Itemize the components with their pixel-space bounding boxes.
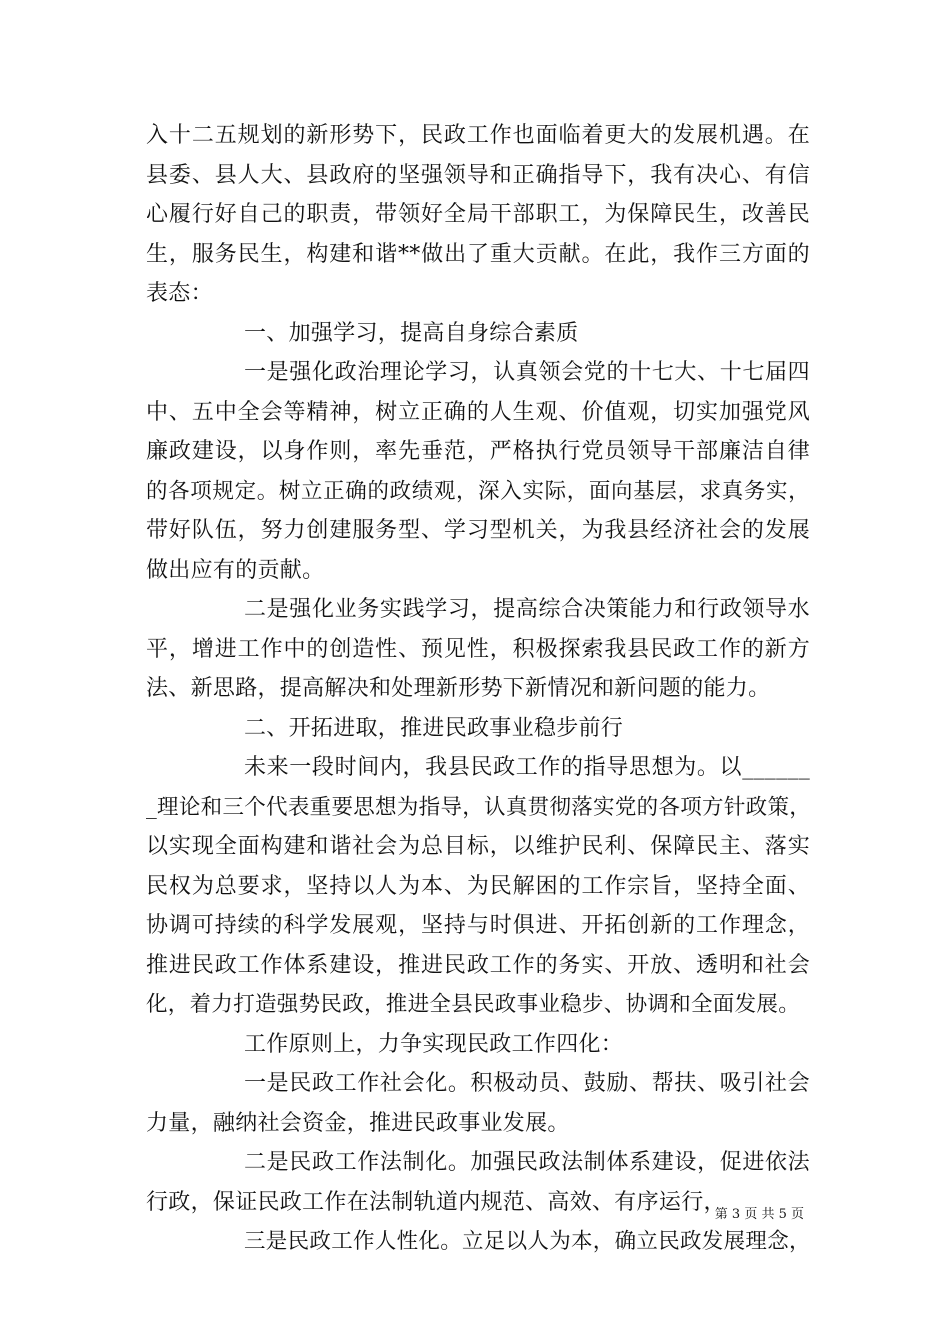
text-line: 一、加强学习，提高自身综合素质 <box>244 320 579 346</box>
text-line: 生，服务民生，构建和谐**做出了重大贡献。在此，我作三方面的 <box>146 241 810 267</box>
page-footer <box>0 1203 950 1222</box>
text-line: 的各项规定。树立正确的政绩观，深入实际，面向基层，求真务实， <box>146 478 810 504</box>
text-line: 表态： <box>146 281 213 306</box>
text-line: 以实现全面构建和谐社会为总目标，以维护民利、保障民主、落实 <box>146 834 810 859</box>
text-line: 二是强化业务实践学习，提高综合决策能力和行政领导水 <box>244 597 810 622</box>
page-number: 第 3 页 共 5 页 <box>714 1207 804 1222</box>
text-line: _理论和三个代表重要思想为指导，认真贯彻落实党的各项方针政策， <box>146 794 812 820</box>
text-line: 协调可持续的科学发展观，坚持与时俱进、开拓创新的工作理念， <box>146 913 810 938</box>
text-line: 县委、县人大、县政府的坚强领导和正确指导下，我有决心、有信 <box>146 162 810 188</box>
text-line: 带好队伍，努力创建服务型、学习型机关，为我县经济社会的发展 <box>146 518 810 543</box>
text-line: 推进民政工作体系建设，推进民政工作的务实、开放、透明和社会 <box>146 952 810 978</box>
text-line: 廉政建设，以身作则，率先垂范，严格执行党员领导干部廉洁自律 <box>146 439 810 464</box>
text-line: 化，着力打造强势民政，推进全县民政事业稳步、协调和全面发展。 <box>146 992 801 1017</box>
text-line: 中、五中全会等精神，树立正确的人生观、价值观，切实加强党风 <box>146 399 810 425</box>
text-line: 三是民政工作人性化。立足以人为本，确立民政发展理念， <box>244 1229 811 1254</box>
text-line: 一是强化政治理论学习，认真领会党的十七大、十七届四 <box>244 360 810 385</box>
text-line: 心履行好自己的职责，带领好全局干部职工，为保障民生，改善民 <box>146 202 810 227</box>
text-line: 二、开拓进取，推进民政事业稳步前行 <box>244 715 624 741</box>
text-line: 二是民政工作法制化。加强民政法制体系建设，促进依法 <box>244 1150 810 1175</box>
document-body <box>146 116 810 1262</box>
text-line: 行政，保证民政工作在法制轨道内规范、高效、有序运行， <box>146 1189 726 1215</box>
text-line: 做出应有的贡献。 <box>146 557 325 583</box>
text-line: 入十二五规划的新形势下，民政工作也面临着更大的发展机遇。在 <box>146 123 810 148</box>
text-line: 力量，融纳社会资金，推进民政事业发展。 <box>146 1110 570 1136</box>
text-line: 一是民政工作社会化。积极动员、鼓励、帮扶、吸引社会 <box>244 1071 810 1096</box>
text-line: 民权为总要求，坚持以人为本、为民解困的工作宗旨，坚持全面、 <box>146 873 810 899</box>
text-line: 法、新思路，提高解决和处理新形势下新情况和新问题的能力。 <box>146 676 771 701</box>
text-line: 未来一段时间内，我县民政工作的指导思想为。以______ <box>244 755 810 780</box>
text-line: 平，增进工作中的创造性、预见性，积极探索我县民政工作的新方 <box>146 636 810 662</box>
text-line: 工作原则上，力争实现民政工作四化： <box>244 1031 624 1057</box>
